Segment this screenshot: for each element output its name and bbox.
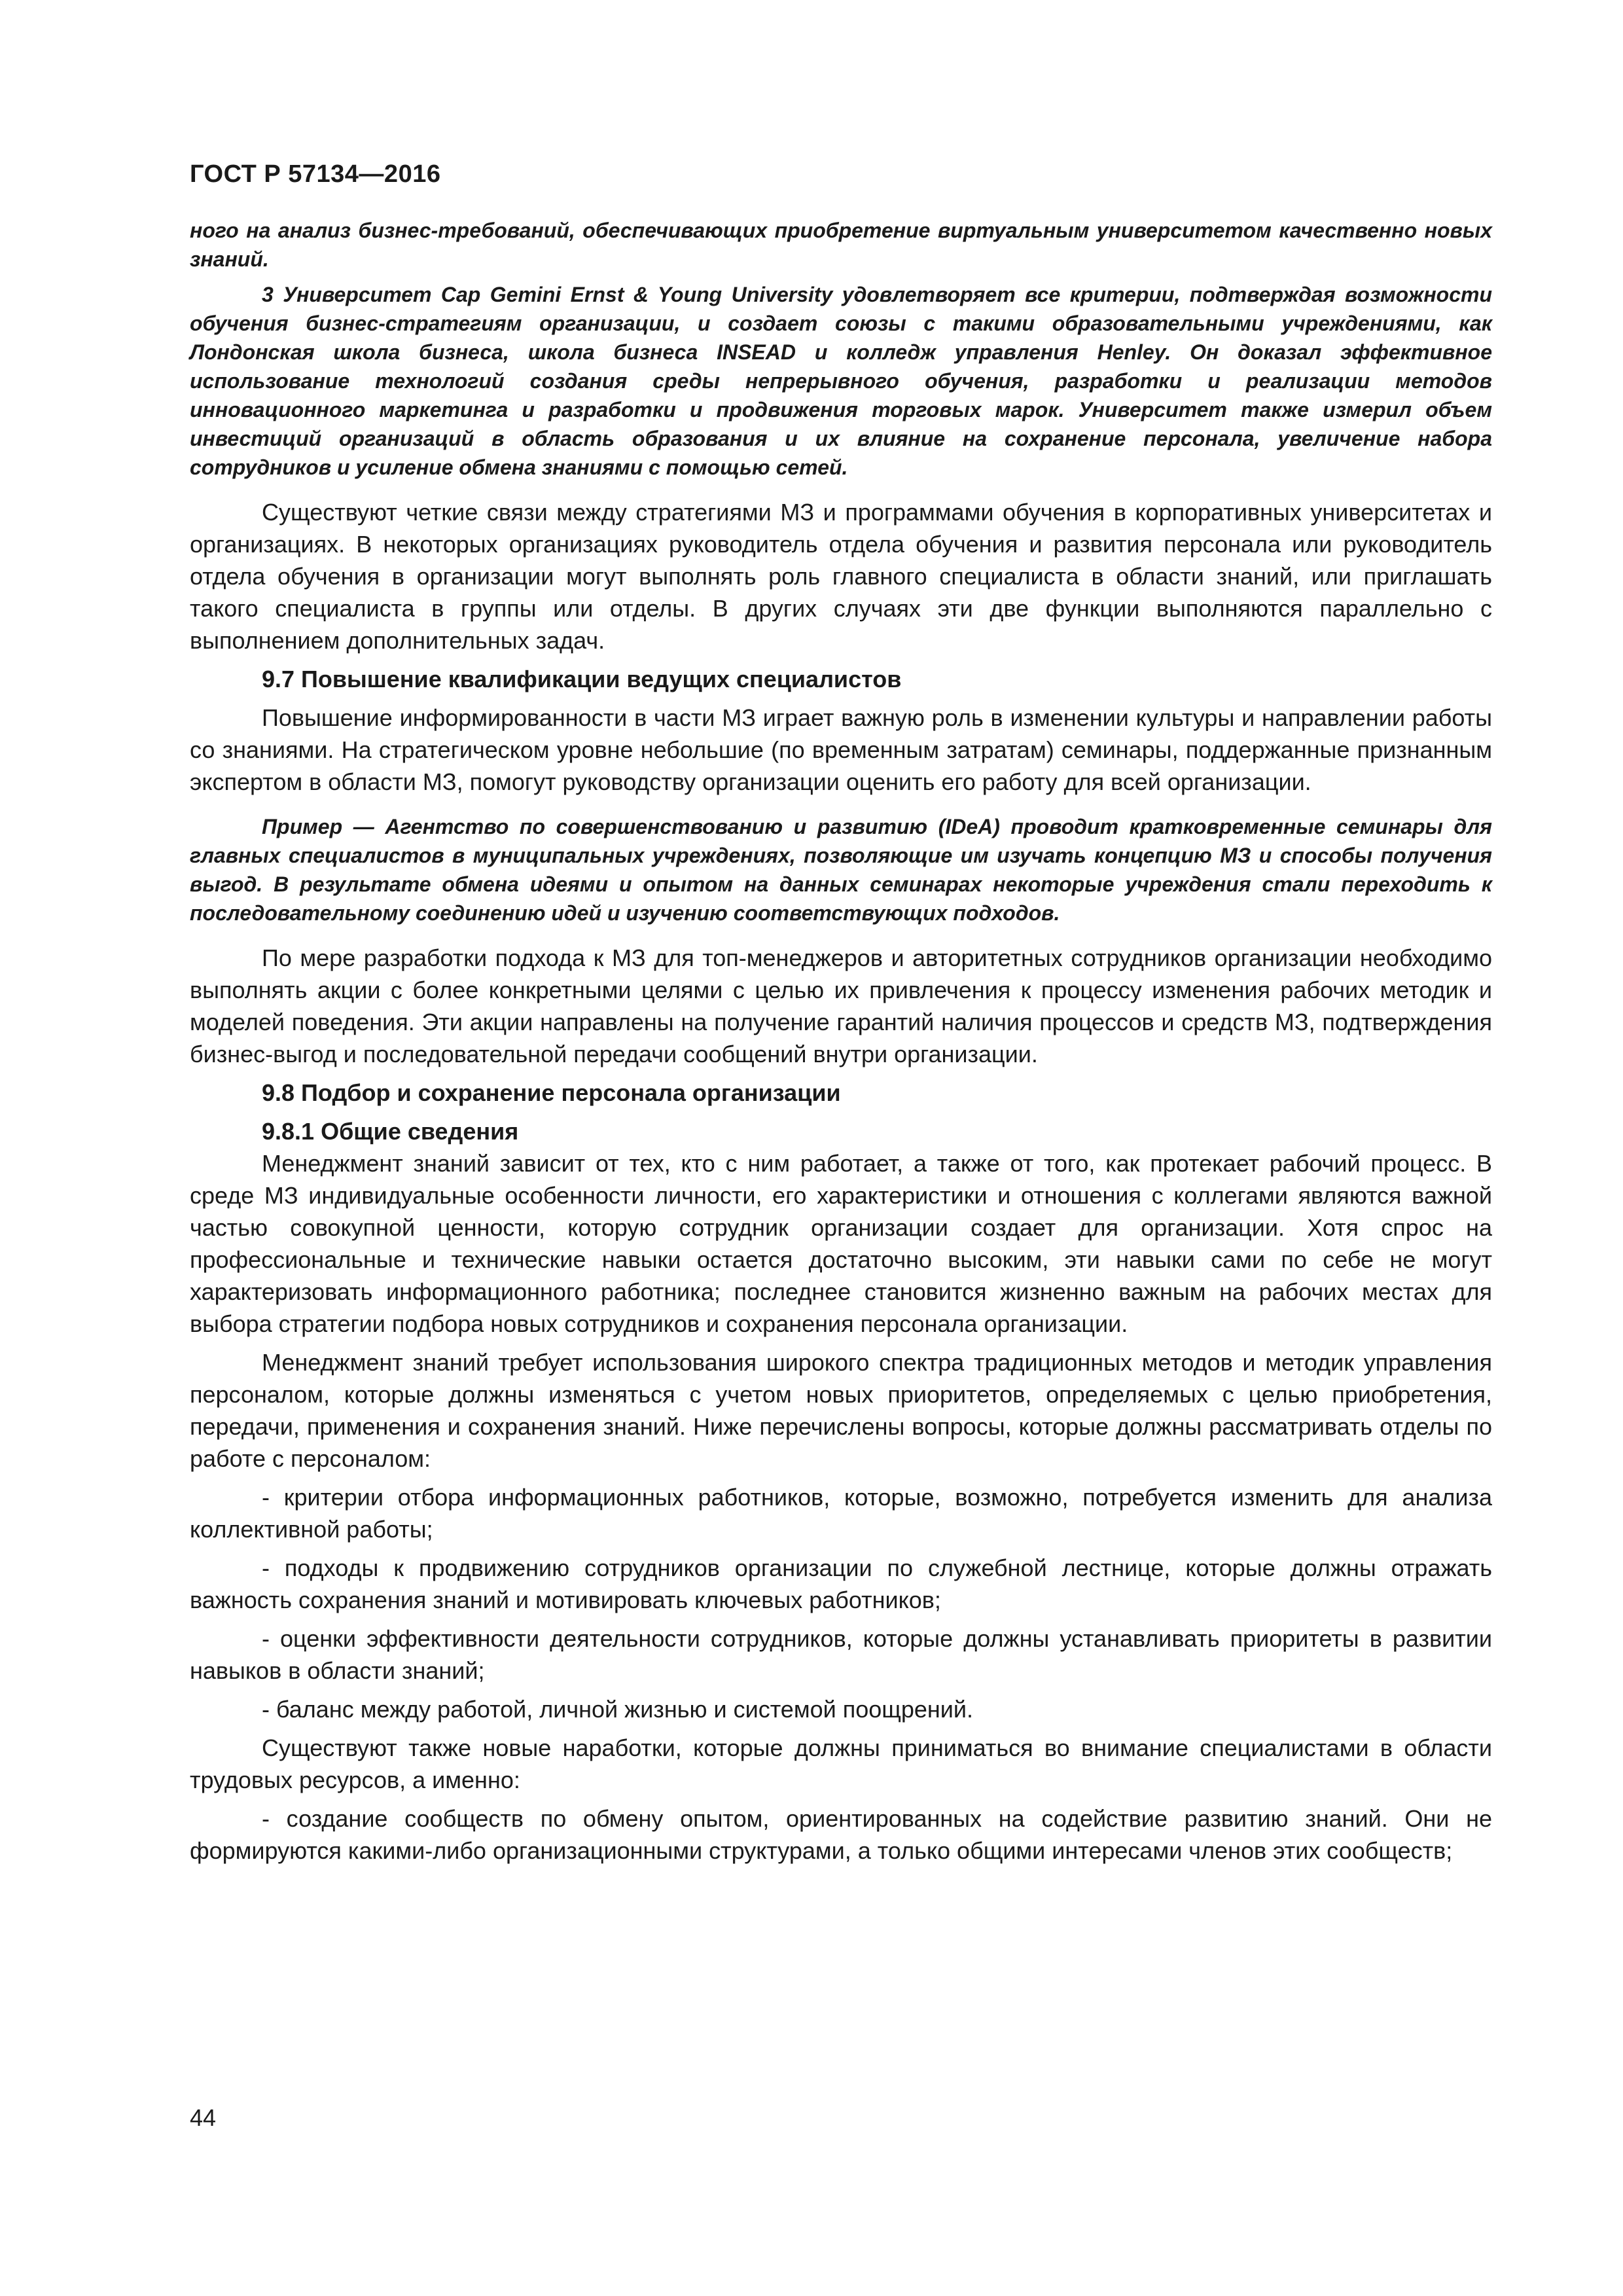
list-item: - критерии отбора информационных работников, которые, возможно, потребуется изменить для анализа коллективной работы; [190,1484,1492,1543]
list-item: - создание сообществ по обмену опытом, ориентированных на содействие развитию знаний. Они не формируются какими-либо организационными структурами, а только общими интересами членов этих сообществ; [190,1805,1492,1864]
section-heading-9-7: 9.7 Повышение квалификации ведущих специалистов [262,666,902,692]
note-3: 3 Университет Cap Gemini Ernst & Young University удовлетворяет все критерии, подтверждая возможности обучения бизнес-стратегиям организации, и создает союзы с такими образовательными учреждениями, как Лондонская школа бизнеса, школа бизнеса INSEAD и колледж управления Henley. Он доказал эффективное использование технологий создания среды непрерывного обучения, разработки и реализации методов инновационного маркетинга и разработки и продвижения торговых марок. Университет также измерил объем инвестиций организаций в область образования и их влияние на сохранение персонала, увеличение набора сотрудников и усиление обмена знаниями с помощью сетей. [190,283,1492,479]
page-content [190,216,1492,1867]
section-heading-9-8: 9.8 Подбор и сохранение персонала организации [262,1079,841,1106]
paragraph: Менеджмент знаний требует использования широкого спектра традиционных методов и методик управления персоналом, которые должны изменяться с учетом новых приоритетов, определяемых с целью приобретения, передачи, применения и сохранения знаний. Ниже перечислены вопросы, которые должны рассматривать отделы по работе с персоналом: [190,1349,1492,1472]
list-item: - оценки эффективности деятельности сотрудников, которые должны устанавливать приоритеты в развитии навыков в области знаний; [190,1625,1492,1684]
document-header: ГОСТ Р 57134—2016 [190,160,441,188]
paragraph: Существуют также новые наработки, которые должны приниматься во внимание специалистами в области трудовых ресурсов, а именно: [190,1734,1492,1793]
paragraph: Менеджмент знаний зависит от тех, кто с ним работает, а также от того, как протекает рабочий процесс. В среде МЗ индивидуальные особенности личности, его характеристики и отношения с коллегами являются важной частью совокупной ценности, которую сотрудник организации создает для организации. Хотя спрос на профессиональные и технические навыки остается достаточно высоким, эти навыки сами по себе не могут характеризовать информационного работника; последнее становится жизненно важным на рабочих местах для выбора стратегии подбора новых сотрудников и сохранения персонала организации. [190,1150,1492,1337]
list-item: - подходы к продвижению сотрудников организации по служебной лестнице, которые должны отражать важность сохранения знаний и мотивировать ключевых работников; [190,1554,1492,1613]
paragraph: Повышение информированности в части МЗ играет важную роль в изменении культуры и направлении работы со знаниями. На стратегическом уровне небольшие (по временным затратам) семинары, поддержанные признанным экспертом в области МЗ, помогут руководству организации оценить его работу для всей организации. [190,704,1492,795]
subsection-heading-9-8-1: 9.8.1 Общие сведения [262,1118,519,1145]
paragraph: Существуют четкие связи между стратегиями МЗ и программами обучения в корпоративных университетах и организациях. В некоторых организациях руководитель отдела обучения и развития персонала или руководитель отдела обучения в организации могут выполнять роль главного специалиста в области знаний, или приглашать такого специалиста в группы или отделы. В других случаях эти две функции выполняются параллельно с выполнением дополнительных задач. [190,499,1492,654]
example-note: Пример — Агентство по совершенствованию и развитию (IDeA) проводит кратковременные семинары для главных специалистов в муниципальных учреждениях, позволяющие им изучать концепцию МЗ и способы получения выгод. В результате обмена идеями и опытом на данных семинарах некоторые учреждения стали переходить к последовательному соединению идей и изучению соответствующих подходов. [190,815,1492,925]
paragraph: По мере разработки подхода к МЗ для топ-менеджеров и авторитетных сотрудников организации необходимо выполнять акции с более конкретными целями с целью их привлечения к процессу изменения рабочих методик и моделей поведения. Эти акции направлены на получение гарантий наличия процессов и средств МЗ, подтверждения бизнес-выгод и последовательной передачи сообщений внутри организации. [190,944,1492,1067]
note-continuation: ного на анализ бизнес-требований, обеспечивающих приобретение виртуальным университетом качественно новых знаний. [190,219,1492,271]
list-item: - баланс между работой, личной жизнью и системой поощрений. [262,1696,974,1723]
page-number: 44 [190,2104,217,2131]
